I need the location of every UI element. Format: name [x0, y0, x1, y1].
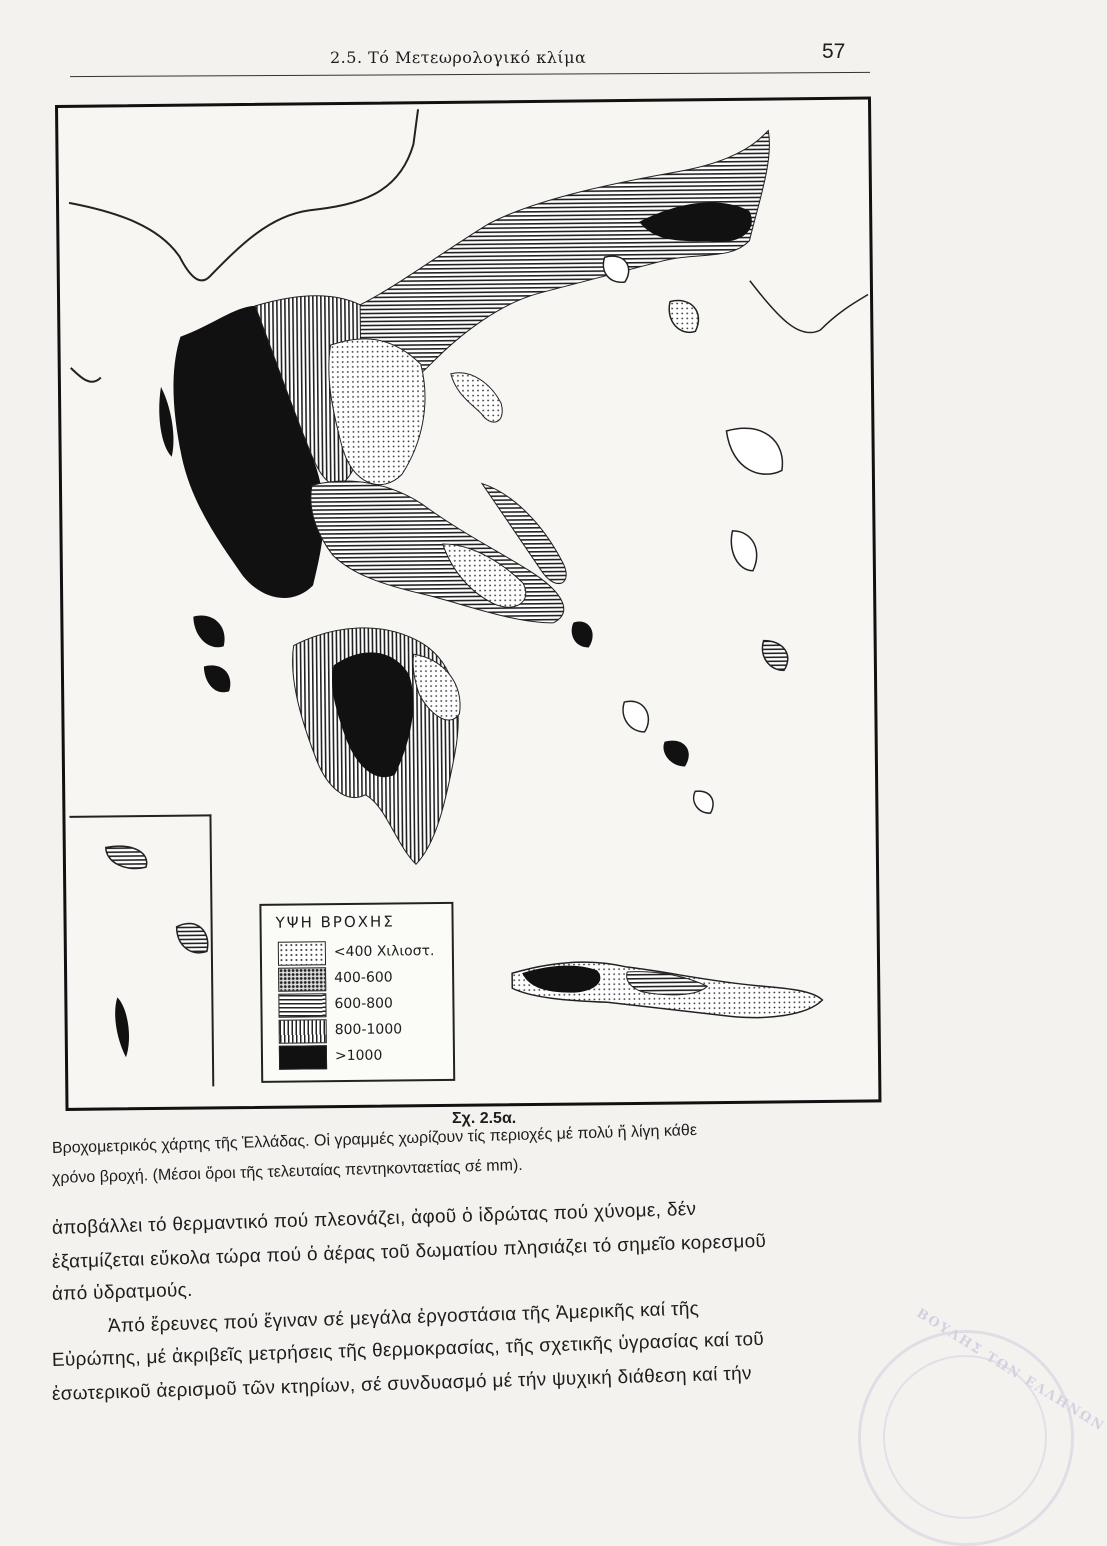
legend-swatch-dense-dotted [278, 967, 326, 992]
library-stamp-text: ΒΟΥΛΗΣ ΤΩΝ ΕΛΛΗΝΩΝ [913, 1306, 1107, 1435]
legend-label: <400 Χιλιοστ. [333, 943, 435, 961]
island-kefalonia [193, 615, 224, 647]
island-naxos [623, 701, 649, 732]
legend-row-over-1000 [279, 1044, 449, 1072]
legend-label: 600-800 [334, 995, 394, 1013]
rainfall-map-figure [55, 96, 881, 1110]
western-border-line [71, 368, 101, 382]
island-thasos [603, 256, 628, 282]
legend-label: 400-600 [334, 969, 393, 987]
island-limnos [669, 300, 698, 332]
figure-caption-line: Βροχομετρικός χάρτης τῆς Ἑλλάδας. Οἱ γραμμές χωρίζουν τίς περιοχές μέ πολύ ἤ λίγη κάθε [51, 1121, 698, 1157]
legend-row-400-600 [278, 966, 448, 994]
island-corfu [159, 387, 174, 457]
region-macedonia-horizontal [358, 131, 772, 388]
legend-title: ΥΨΗ ΒΡΟΧΗΣ [275, 912, 395, 932]
figure-caption-line: χρόνο βροχή. (Μέσοι ὅροι τῆς τελευταίας πεντηκονταετίας σέ mm). [51, 1156, 523, 1187]
island-lesvos [726, 428, 782, 475]
island-santorini [694, 791, 714, 813]
legend-swatch-solid-black [279, 1045, 327, 1070]
header-rule [70, 72, 870, 77]
running-title: 2.5. Τό Μετεωρολογικό κλίμα [330, 48, 587, 67]
body-text-line: ἀποβάλλει τό θερμαντικό πού πλεονάζει, ἀφοῦ ὁ ἱδρώτας πού χύνομε, δέν [51, 1198, 697, 1239]
island-andros [572, 621, 593, 647]
island-zakynthos [204, 665, 231, 692]
northern-border-line [68, 109, 420, 282]
turkey-coast-line [750, 279, 869, 333]
island-chios [731, 531, 757, 571]
page-number: 57 [822, 40, 846, 63]
legend-label: >1000 [334, 1047, 383, 1065]
map-legend [259, 902, 455, 1083]
body-text-line: ἐξατμίζεται εὔκολα τώρα πού ὁ ἀέρας τοῦ δωματίου πλησιάζει τό σημεῖο κορεσμοῦ [51, 1230, 767, 1273]
region-chalkidiki [451, 372, 503, 422]
legend-row-800-1000 [279, 1018, 449, 1046]
legend-label: 800-1000 [334, 1021, 403, 1039]
body-text-line: ἐσωτερικοῦ ἀερισμοῦ τῶν κτηρίων, σέ συνδυασμό μέ τήν ψυχική διάθεση καί τήν [51, 1363, 753, 1405]
legend-swatch-horizontal-hatch [278, 993, 326, 1018]
figure-caption-title: Σχ. 2.5α. [452, 1110, 517, 1127]
legend-row-under-400 [278, 940, 448, 968]
legend-row-600-800 [278, 992, 448, 1020]
body-text-line: ἀπό ὑδρατμούς. [51, 1279, 193, 1305]
library-stamp [858, 1306, 1107, 1546]
body-text-line: Ἀπό ἔρευνες πού ἔγιναν σέ μεγάλα ἐργοστάσια τῆς Ἀμερικῆς καί τῆς [107, 1298, 700, 1337]
body-text-line: Εὐρώπης, μέ ἀκριβεῖς μετρήσεις τῆς θερμοκρασίας, τῆς σχετικῆς ὑγρασίας καί τοῦ [51, 1328, 765, 1371]
legend-swatch-dotted [278, 941, 326, 966]
island-cyclades-group [663, 740, 688, 766]
island-rhodes-area [762, 640, 788, 670]
dodecanese-inset-frame [69, 814, 214, 1087]
legend-swatch-vertical-hatch [279, 1019, 327, 1044]
region-central-greece [311, 479, 564, 626]
